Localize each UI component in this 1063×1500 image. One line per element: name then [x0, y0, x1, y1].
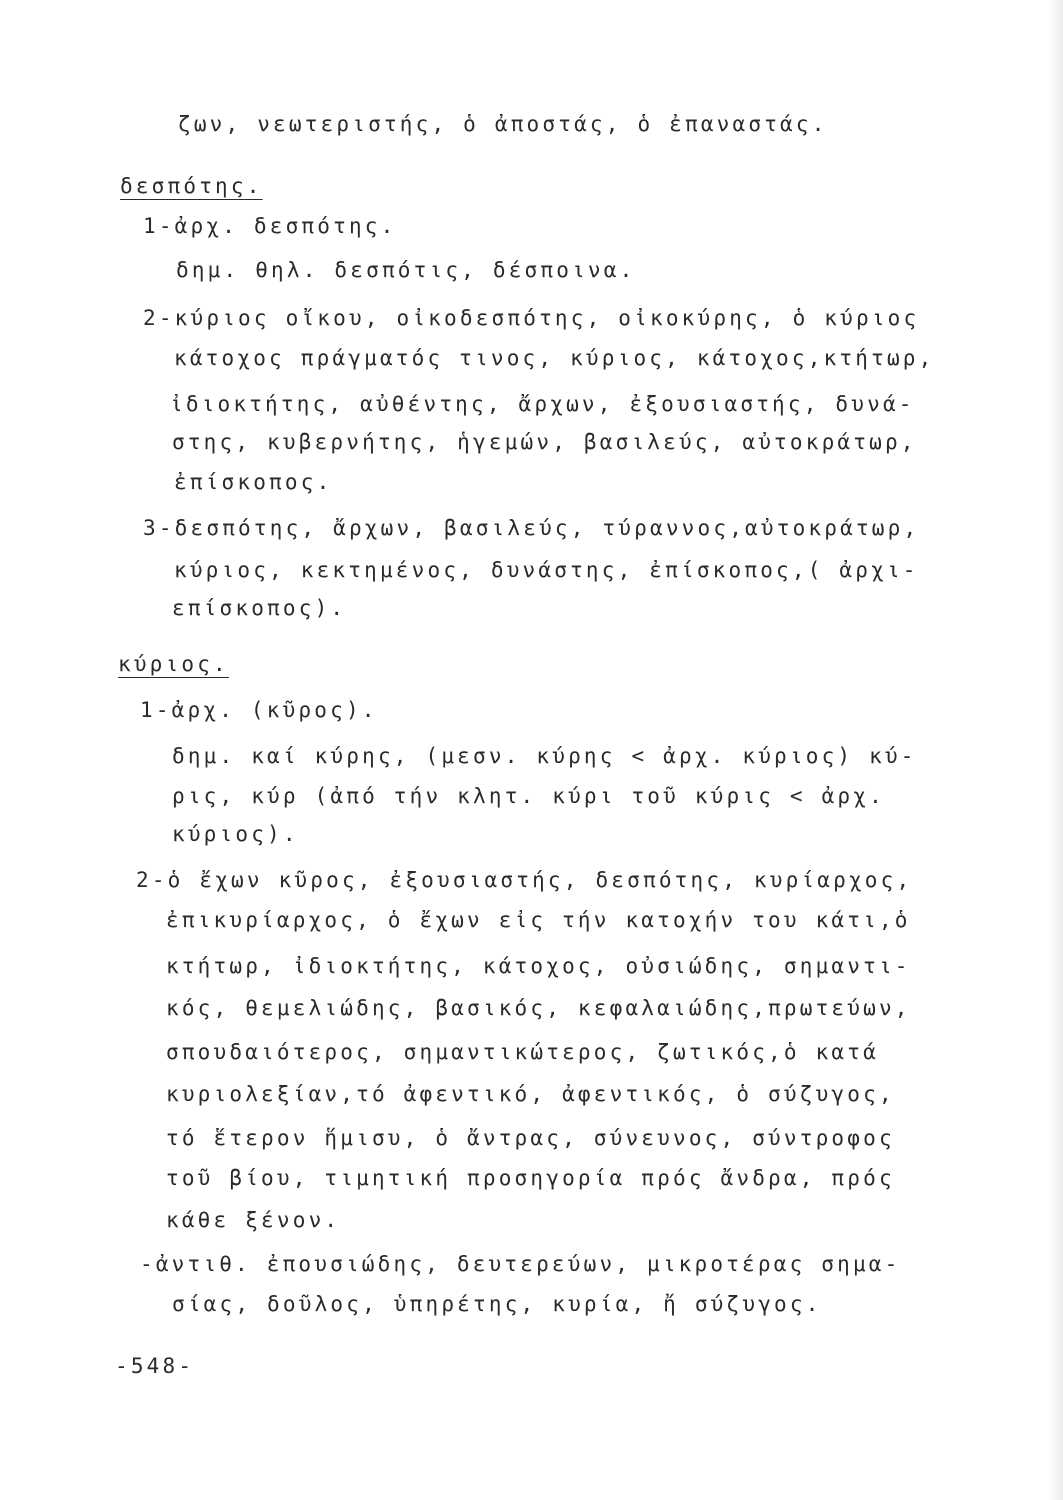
entry-line: σπουδαιότερος, σημαντικώτερος, ζωτικός,ὁ κατά	[166, 1040, 879, 1064]
entry-line: τό ἕτερον ἥμισυ, ὁ ἄντρας, σύνευνος, σύντροφος	[166, 1126, 895, 1150]
entry-line: δημ. θηλ. δεσπότις, δέσποινα.	[176, 258, 636, 282]
entry-line: 1-ἀρχ. δεσπότης.	[143, 214, 397, 238]
entry-line: σίας, δοῦλος, ὑπηρέτης, κυρία, ἤ σύζυγος.	[172, 1292, 822, 1316]
entry-line: δημ. καί κύρης, (μεσν. κύρης < ἀρχ. κύριος) κύ-	[172, 744, 917, 768]
entry-line: κτήτωρ, ἰδιοκτήτης, κάτοχος, οὐσιώδης, σημαντι-	[166, 954, 911, 978]
entry-line: -ἀντιθ. ἐπουσιώδης, δευτερεύων, μικροτέρας σημα-	[140, 1252, 901, 1276]
entry-term-despotis: δεσπότης.	[120, 174, 263, 198]
entry-line: ἐπίσκοπος.	[174, 470, 333, 494]
intro-line: ζων, νεωτεριστής, ὁ ἀποστάς, ὁ ἐπαναστάς.	[178, 112, 828, 136]
entry-line: κάτοχος πράγματός τινος, κύριος, κάτοχος,κτήτωρ,	[174, 346, 935, 370]
page-number: -548-	[115, 1354, 195, 1378]
entry-line: τοῦ βίου, τιμητική προσηγορία πρός ἄνδρα, πρός	[166, 1166, 895, 1190]
entry-line: 3-δεσπότης, ἄρχων, βασιλεύς, τύραννος,αὐτοκράτωρ,	[143, 516, 920, 540]
entry-line: κύριος).	[172, 822, 299, 846]
entry-line: ἰδιοκτήτης, αὐθέντης, ἄρχων, ἐξουσιαστής, δυνά-	[170, 392, 915, 416]
entry-line: ἐπικυρίαρχος, ὁ ἔχων εἰς τήν κατοχήν του κάτι,ὁ	[166, 908, 911, 932]
entry-line: ρις, κύρ (ἀπό τήν κλητ. κύρι τοῦ κύρις < ἀρχ.	[172, 784, 885, 808]
entry-term-kyrios: κύριος.	[118, 652, 229, 676]
entry-line: 2-κύριος οἴκου, οἰκοδεσπότης, οἰκοκύρης, ὁ κύριος	[143, 306, 920, 330]
entry-line: κάθε ξένον.	[166, 1208, 341, 1232]
entry-line: 2-ὁ ἔχων κῦρος, ἐξουσιαστής, δεσπότης, κυρίαρχος,	[136, 868, 913, 892]
entry-line: κυριολεξίαν,τό ἀφεντικό, ἀφεντικός, ὁ σύζυγος,	[166, 1082, 895, 1106]
entry-line: στης, κυβερνήτης, ἡγεμών, βασιλεύς, αὐτοκράτωρ,	[172, 430, 917, 454]
entry-line: επίσκοπος).	[172, 596, 347, 620]
entry-line: 1-ἀρχ. (κῦρος).	[140, 698, 378, 722]
entry-line: κός, θεμελιώδης, βασικός, κεφαλαιώδης,πρωτεύων,	[166, 996, 911, 1020]
entry-line: κύριος, κεκτημένος, δυνάστης, ἐπίσκοπος,( ἀρχι-	[174, 558, 919, 582]
page-edge-shadow	[1049, 0, 1063, 1500]
